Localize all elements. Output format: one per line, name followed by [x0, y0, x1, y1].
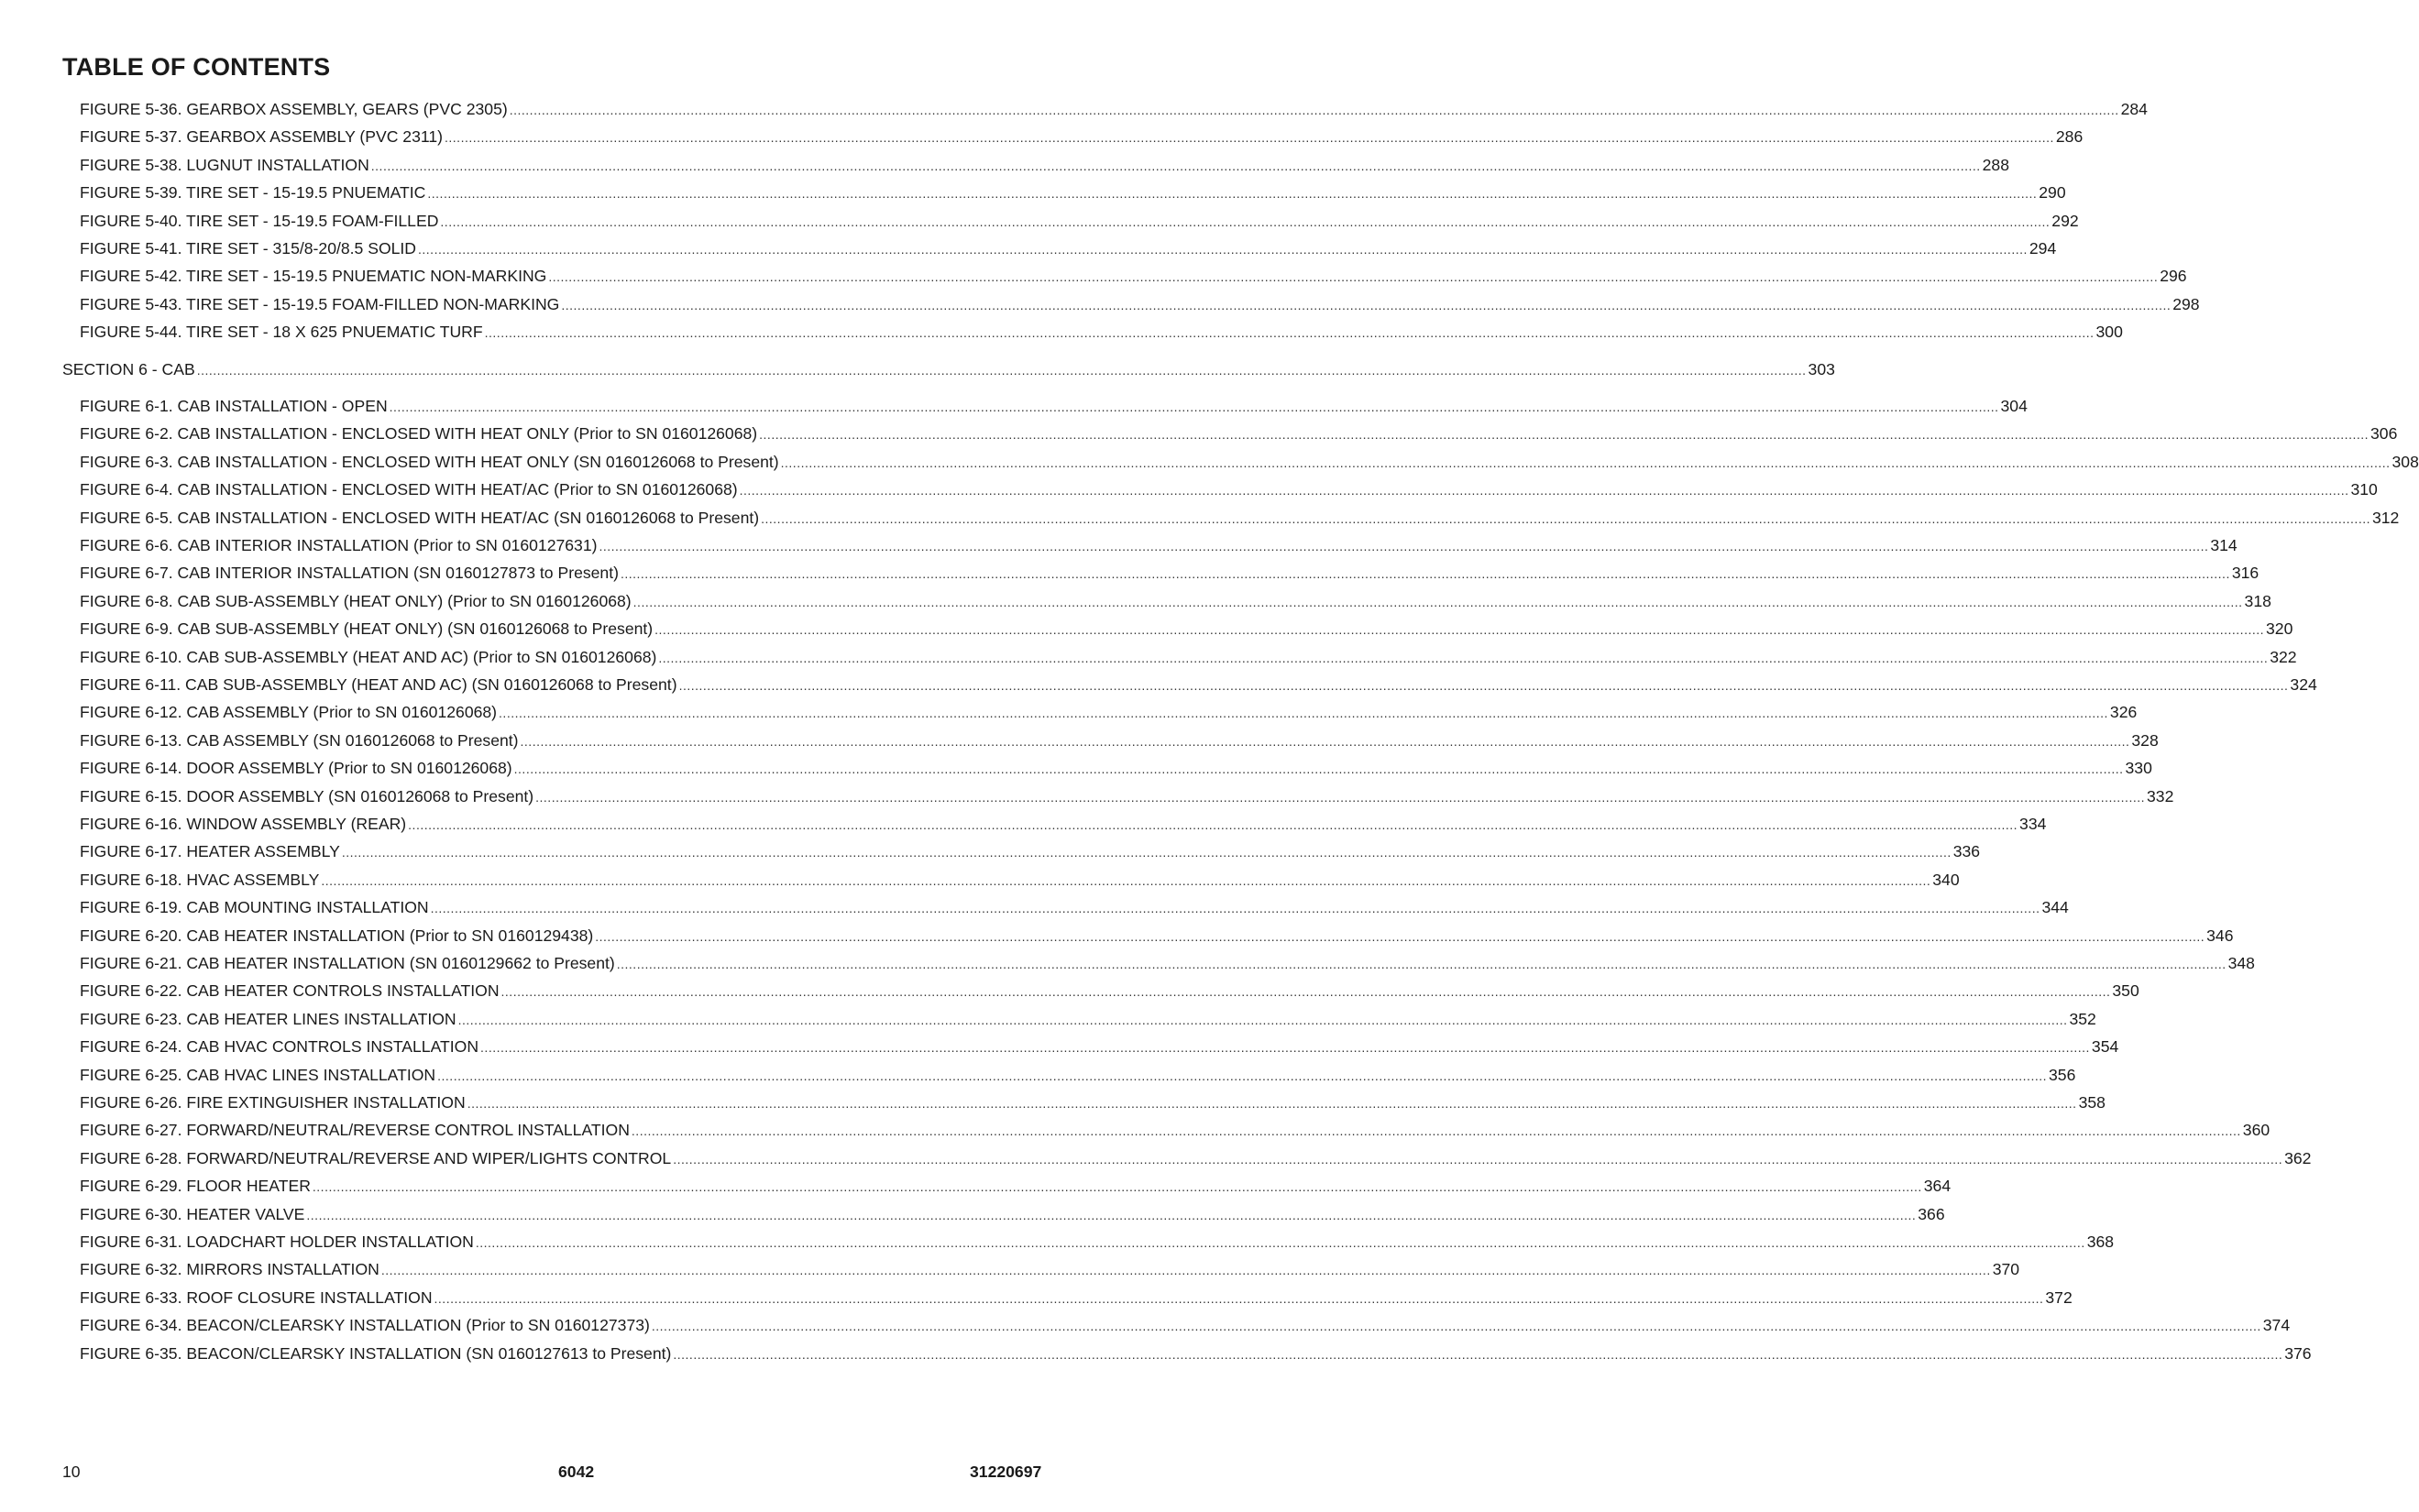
toc-dot-leader: ................................................................................................................................................................................................................................................................................................................................................................................................................ — [408, 817, 2018, 832]
toc-entry-label: FIGURE 5-41. TIRE SET - 315/8-20/8.5 SOLID — [80, 239, 417, 257]
toc-entry-page-number: 366 — [1918, 1204, 1945, 1223]
toc-figure-entry[interactable] — [80, 1287, 2073, 1309]
toc-entry-page-number: 348 — [2227, 954, 2255, 972]
toc-figure-entry[interactable] — [80, 1204, 1945, 1225]
toc-figure-entry[interactable] — [80, 155, 2009, 176]
toc-section-entry[interactable] — [62, 359, 1835, 380]
toc-figure-entry[interactable] — [80, 1176, 1952, 1197]
toc-entry-page-number: 296 — [2160, 267, 2187, 286]
toc-entry-label: FIGURE 6-4. CAB INSTALLATION - ENCLOSED WITH HEAT/AC (Prior to SN 0160126068) — [80, 480, 738, 499]
toc-entry-label: FIGURE 5-36. GEARBOX ASSEMBLY, GEARS (PVC 2305) — [80, 100, 508, 118]
toc-figure-entry[interactable] — [80, 322, 2123, 343]
toc-entry-label: FIGURE 5-38. LUGNUT INSTALLATION — [80, 155, 369, 174]
toc-dot-leader: ................................................................................................................................................................................................................................................................................................................................................................................................................ — [561, 297, 2172, 312]
toc-entry-label: FIGURE 6-31. LOADCHART HOLDER INSTALLATION — [80, 1233, 474, 1251]
toc-entry-label: FIGURE 6-9. CAB SUB-ASSEMBLY (HEAT ONLY) (SN 0160126068 to Present) — [80, 619, 654, 639]
toc-entry-page-number: 370 — [1992, 1260, 2020, 1279]
toc-entry-page-number: 352 — [2069, 1009, 2096, 1028]
toc-entry-page-number: 303 — [1808, 359, 1835, 378]
toc-entry-label: FIGURE 5-40. TIRE SET - 15-19.5 FOAM-FILLED — [80, 211, 439, 230]
toc-dot-leader: ................................................................................................................................................................................................................................................................................................................................................................................................................ — [654, 622, 2265, 638]
toc-dot-leader: ................................................................................................................................................................................................................................................................................................................................................................................................................ — [499, 706, 2108, 721]
toc-entry-page-number: 368 — [2086, 1233, 2115, 1251]
toc-dot-leader: ................................................................................................................................................................................................................................................................................................................................................................................................................ — [430, 901, 2040, 916]
toc-entry-page-number: 298 — [2172, 294, 2200, 313]
toc-figure-entry[interactable] — [80, 591, 2271, 612]
toc-figure-entry[interactable] — [80, 619, 2293, 640]
toc-dot-leader: ................................................................................................................................................................................................................................................................................................................................................................................................................ — [437, 1068, 2047, 1083]
toc-entry-page-number: 304 — [2000, 397, 2028, 415]
toc-entry-label: FIGURE 6-17. HEATER ASSEMBLY — [80, 842, 340, 861]
toc-entry-label: FIGURE 6-2. CAB INSTALLATION - ENCLOSED WITH HEAT ONLY (Prior to SN 0160126068) — [80, 424, 758, 444]
toc-figure-entry[interactable] — [80, 211, 2079, 232]
toc-figure-entry[interactable] — [80, 452, 2419, 473]
toc-entry-page-number: 334 — [2019, 815, 2047, 833]
toc-figure-entry[interactable] — [80, 1315, 2291, 1336]
toc-dot-leader: ................................................................................................................................................................................................................................................................................................................................................................................................................ — [761, 510, 2370, 526]
toc-figure-entry[interactable] — [80, 1009, 2096, 1030]
toc-entry-page-number: 308 — [2392, 452, 2419, 471]
toc-figure-entry[interactable] — [80, 1092, 2106, 1113]
toc-figure-entry[interactable] — [80, 508, 2400, 529]
toc-figure-entry[interactable] — [80, 1148, 2312, 1169]
toc-dot-leader: ................................................................................................................................................................................................................................................................................................................................................................................................................ — [427, 186, 2038, 202]
toc-entry-label: FIGURE 6-22. CAB HEATER CONTROLS INSTALLATION — [80, 981, 500, 1001]
toc-figure-entry[interactable] — [80, 647, 2297, 668]
toc-figure-entry[interactable] — [80, 841, 1981, 862]
toc-dot-leader: ................................................................................................................................................................................................................................................................................................................................................................................................................ — [673, 1151, 2283, 1167]
toc-entry-label: FIGURE 6-19. CAB MOUNTING INSTALLATION — [80, 898, 429, 917]
toc-dot-leader: ................................................................................................................................................................................................................................................................................................................................................................................................................ — [380, 1263, 1991, 1278]
toc-dot-leader: ................................................................................................................................................................................................................................................................................................................................................................................................................ — [599, 539, 2209, 553]
toc-entry-label: FIGURE 6-23. CAB HEATER LINES INSTALLATION — [80, 1009, 456, 1028]
toc-dot-leader: ................................................................................................................................................................................................................................................................................................................................................................................................................ — [467, 1096, 2077, 1111]
toc-entry-page-number: 344 — [2041, 898, 2069, 917]
toc-entry-label: FIGURE 6-26. FIRE EXTINGUISHER INSTALLATION — [80, 1093, 466, 1112]
toc-figure-entry[interactable] — [80, 786, 2174, 807]
toc-entry-label: FIGURE 6-12. CAB ASSEMBLY (Prior to SN 0160126068) — [80, 703, 498, 722]
toc-entry-page-number: 314 — [2210, 536, 2238, 554]
toc-dot-leader: ................................................................................................................................................................................................................................................................................................................................................................................................................ — [389, 400, 1999, 414]
toc-dot-leader: ................................................................................................................................................................................................................................................................................................................................................................................................................ — [678, 678, 2289, 693]
toc-figure-entry[interactable] — [80, 266, 2187, 287]
toc-entry-page-number: 336 — [1952, 842, 1981, 861]
toc-dot-leader: ................................................................................................................................................................................................................................................................................................................................................................................................................ — [513, 761, 2124, 777]
toc-entry-page-number: 350 — [2112, 981, 2139, 1001]
toc-entry-page-number: 316 — [2231, 564, 2260, 583]
toc-entry-page-number: 346 — [2206, 926, 2234, 945]
toc-dot-leader: ................................................................................................................................................................................................................................................................................................................................................................................................................ — [321, 872, 1931, 888]
toc-entry-label: FIGURE 6-34. BEACON/CLEARSKY INSTALLATION (Prior to SN 0160127373) — [80, 1316, 650, 1335]
toc-entry-page-number: 300 — [2095, 323, 2123, 342]
toc-dot-leader: ................................................................................................................................................................................................................................................................................................................................................................................................................ — [500, 984, 2111, 1000]
toc-entry-page-number: 372 — [2045, 1287, 2073, 1307]
toc-entry-page-number: 286 — [2055, 127, 2084, 147]
toc-dot-leader: ................................................................................................................................................................................................................................................................................................................................................................................................................ — [520, 733, 2130, 749]
toc-dot-leader: ................................................................................................................................................................................................................................................................................................................................................................................................................ — [306, 1207, 1917, 1222]
toc-dot-leader: ................................................................................................................................................................................................................................................................................................................................................................................................................ — [312, 1179, 1922, 1195]
toc-figure-entry[interactable] — [80, 1036, 2119, 1057]
toc-entry-page-number: 330 — [2125, 759, 2152, 778]
toc-entry-page-number: 294 — [2029, 239, 2057, 257]
toc-dot-leader: ................................................................................................................................................................................................................................................................................................................................................................................................................ — [632, 594, 2243, 609]
toc-entry-label: FIGURE 5-39. TIRE SET - 15-19.5 PNUEMATIC — [80, 183, 426, 203]
toc-entry-label: FIGURE 6-16. WINDOW ASSEMBLY (REAR) — [80, 815, 407, 833]
toc-entry-label: FIGURE 6-28. FORWARD/NEUTRAL/REVERSE AND WIPER/LIGHTS CONTROL — [80, 1148, 672, 1167]
toc-entry-label: FIGURE 6-30. HEATER VALVE — [80, 1204, 305, 1223]
toc-entry-page-number: 332 — [2147, 786, 2174, 805]
toc-figure-entry[interactable] — [80, 814, 2047, 835]
toc-entry-label: FIGURE 6-11. CAB SUB-ASSEMBLY (HEAT AND AC) (SN 0160126068 to Present) — [80, 675, 677, 694]
toc-entry-label: FIGURE 6-14. DOOR ASSEMBLY (Prior to SN 0160126068) — [80, 759, 512, 778]
toc-entry-label: FIGURE 5-43. TIRE SET - 15-19.5 FOAM-FILLED NON-MARKING — [80, 294, 560, 313]
toc-entry-label: FIGURE 6-25. CAB HVAC LINES INSTALLATION — [80, 1065, 436, 1084]
toc-dot-leader: ................................................................................................................................................................................................................................................................................................................................................................................................................ — [418, 242, 2028, 257]
toc-dot-leader: ................................................................................................................................................................................................................................................................................................................................................................................................................ — [759, 427, 2370, 443]
toc-entry-label: FIGURE 6-27. FORWARD/NEUTRAL/REVERSE CONTROL INSTALLATION — [80, 1121, 630, 1140]
toc-figure-entry[interactable] — [80, 730, 2159, 751]
toc-figure-entry[interactable] — [80, 1232, 2115, 1253]
toc-dot-leader: ................................................................................................................................................................................................................................................................................................................................................................................................................ — [480, 1040, 2090, 1056]
toc-figure-entry[interactable] — [80, 953, 2255, 974]
toc-entry-label: SECTION 6 - CAB — [62, 359, 195, 378]
footer-model: 6042 — [558, 1463, 595, 1481]
toc-entry-page-number: 362 — [2284, 1148, 2312, 1167]
toc-figure-entry[interactable] — [80, 981, 2139, 1002]
toc-figure-entry[interactable] — [80, 479, 2378, 500]
toc-entry-page-number: 306 — [2370, 424, 2398, 444]
footer-doc-number: 31220697 — [970, 1463, 1042, 1481]
toc-entry-label: FIGURE 6-24. CAB HVAC CONTROLS INSTALLATION — [80, 1037, 479, 1057]
footer-page-number: 10 — [62, 1463, 81, 1481]
toc-dot-leader: ................................................................................................................................................................................................................................................................................................................................................................................................................ — [535, 789, 2145, 805]
toc-entry-page-number: 354 — [2091, 1037, 2119, 1057]
toc-figure-entry[interactable] — [80, 897, 2069, 918]
toc-entry-label: FIGURE 6-35. BEACON/CLEARSKY INSTALLATION (SN 0160127613 to Present) — [80, 1343, 672, 1363]
toc-dot-leader: ................................................................................................................................................................................................................................................................................................................................................................................................................ — [434, 1290, 2044, 1306]
toc-figure-entry[interactable] — [80, 238, 2057, 259]
toc-figure-entry[interactable] — [80, 926, 2234, 947]
toc-entry-label: FIGURE 6-1. CAB INSTALLATION - OPEN — [80, 397, 388, 415]
toc-entry-page-number: 284 — [2120, 100, 2148, 118]
toc-dot-leader: ................................................................................................................................................................................................................................................................................................................................................................................................................ — [673, 1346, 2283, 1362]
toc-entry-page-number: 328 — [2131, 730, 2159, 750]
toc-figure-entry[interactable] — [80, 758, 2152, 779]
toc-entry-label: FIGURE 6-29. FLOOR HEATER — [80, 1177, 311, 1196]
toc-entry-label: FIGURE 6-3. CAB INSTALLATION - ENCLOSED WITH HEAT ONLY (SN 0160126068 to Present) — [80, 452, 779, 471]
toc-entry-page-number: 292 — [2051, 211, 2079, 230]
toc-entry-label: FIGURE 6-10. CAB SUB-ASSEMBLY (HEAT AND AC) (Prior to SN 0160126068) — [80, 647, 657, 666]
toc-entry-label: FIGURE 5-37. GEARBOX ASSEMBLY (PVC 2311) — [80, 127, 444, 147]
toc-figure-entry[interactable] — [80, 535, 2238, 556]
toc-entry-label: FIGURE 6-5. CAB INSTALLATION - ENCLOSED WITH HEAT/AC (SN 0160126068 to Present) — [80, 508, 760, 527]
toc-entry-label: FIGURE 5-44. TIRE SET - 18 X 625 PNUEMATIC TURF — [80, 323, 483, 342]
toc-entry-label: FIGURE 6-21. CAB HEATER INSTALLATION (SN 0160129662 to Present) — [80, 954, 615, 972]
toc-entry-label: FIGURE 6-32. MIRRORS INSTALLATION — [80, 1260, 379, 1279]
toc-entry-page-number: 288 — [1982, 155, 2009, 174]
toc-dot-leader: ................................................................................................................................................................................................................................................................................................................................................................................................................ — [780, 455, 2391, 470]
toc-entry-label: FIGURE 6-33. ROOF CLOSURE INSTALLATION — [80, 1287, 433, 1307]
toc-dot-leader: ................................................................................................................................................................................................................................................................................................................................................................................................................ — [658, 650, 2269, 665]
toc-entry-page-number: 324 — [2290, 675, 2317, 694]
toc-figure-entry[interactable] — [80, 182, 2066, 203]
toc-entry-page-number: 322 — [2270, 647, 2297, 666]
toc-entry-label: FIGURE 6-20. CAB HEATER INSTALLATION (Prior to SN 0160129438) — [80, 926, 594, 945]
toc-entry-page-number: 360 — [2242, 1121, 2271, 1140]
toc-entry-label: FIGURE 6-8. CAB SUB-ASSEMBLY (HEAT ONLY) (Prior to SN 0160126068) — [80, 591, 632, 610]
toc-entry-page-number: 310 — [2350, 480, 2378, 499]
toc-dot-leader: ................................................................................................................................................................................................................................................................................................................................................................................................................ — [196, 362, 1807, 378]
page-title: TABLE OF CONTENTS — [62, 53, 331, 81]
toc-entry-page-number: 358 — [2078, 1093, 2106, 1112]
toc-dot-leader: ................................................................................................................................................................................................................................................................................................................................................................................................................ — [509, 103, 2119, 117]
toc-figure-entry[interactable] — [80, 1120, 2271, 1141]
toc-dot-leader: ................................................................................................................................................................................................................................................................................................................................................................................................................ — [595, 928, 2205, 944]
toc-entry-page-number: 326 — [2109, 703, 2138, 722]
toc-entry-label: FIGURE 6-6. CAB INTERIOR INSTALLATION (Prior to SN 0160127631) — [80, 536, 598, 554]
toc-dot-leader: ................................................................................................................................................................................................................................................................................................................................................................................................................ — [484, 325, 2095, 341]
toc-figure-entry[interactable] — [80, 423, 2398, 444]
toc-figure-entry[interactable] — [80, 1259, 2020, 1280]
toc-entry-page-number: 364 — [1923, 1177, 1952, 1196]
toc-entry-label: FIGURE 6-18. HVAC ASSEMBLY — [80, 870, 320, 889]
toc-entry-page-number: 290 — [2039, 183, 2066, 203]
toc-dot-leader: ................................................................................................................................................................................................................................................................................................................................................................................................................ — [651, 1319, 2261, 1334]
toc-entry-page-number: 312 — [2371, 508, 2400, 527]
toc-dot-leader: ................................................................................................................................................................................................................................................................................................................................................................................................................ — [548, 269, 2159, 285]
toc-entry-label: FIGURE 6-13. CAB ASSEMBLY (SN 0160126068 to Present) — [80, 730, 519, 750]
toc-entry-label: FIGURE 6-15. DOOR ASSEMBLY (SN 0160126068 to Present) — [80, 786, 534, 805]
toc-entry-page-number: 320 — [2266, 619, 2293, 639]
toc-dot-leader: ................................................................................................................................................................................................................................................................................................................................................................................................................ — [631, 1123, 2241, 1139]
toc-entry-page-number: 376 — [2284, 1343, 2312, 1363]
toc-entry-label: FIGURE 6-7. CAB INTERIOR INSTALLATION (SN 0160127873 to Present) — [80, 564, 619, 583]
toc-dot-leader: ................................................................................................................................................................................................................................................................................................................................................................................................................ — [616, 957, 2227, 971]
toc-entry-page-number: 356 — [2049, 1065, 2076, 1084]
toc-entry-label: FIGURE 5-42. TIRE SET - 15-19.5 PNUEMATIC NON-MARKING — [80, 267, 547, 286]
toc-dot-leader: ................................................................................................................................................................................................................................................................................................................................................................................................................ — [440, 214, 2051, 229]
toc-dot-leader: ................................................................................................................................................................................................................................................................................................................................................................................................................ — [620, 566, 2230, 582]
toc-figure-entry[interactable] — [80, 126, 2084, 148]
toc-dot-leader: ................................................................................................................................................................................................................................................................................................................................................................................................................ — [457, 1012, 2068, 1027]
toc-figure-entry[interactable] — [80, 702, 2138, 723]
toc-dot-leader: ................................................................................................................................................................................................................................................................................................................................................................................................................ — [341, 845, 1952, 860]
toc-dot-leader: ................................................................................................................................................................................................................................................................................................................................................................................................................ — [739, 483, 2349, 499]
toc-figure-entry[interactable] — [80, 396, 2028, 417]
toc-entry-page-number: 318 — [2244, 591, 2271, 610]
toc-dot-leader: ................................................................................................................................................................................................................................................................................................................................................................................................................ — [445, 130, 2054, 146]
toc-figure-entry[interactable] — [80, 1343, 2312, 1364]
toc-figure-entry[interactable] — [80, 99, 2148, 120]
toc-figure-entry[interactable] — [80, 1065, 2076, 1086]
toc-dot-leader: ................................................................................................................................................................................................................................................................................................................................................................................................................ — [475, 1235, 2085, 1250]
toc-figure-entry[interactable] — [80, 674, 2317, 696]
toc-entry-page-number: 340 — [1932, 870, 1960, 889]
toc-figure-entry[interactable] — [80, 294, 2200, 315]
toc-figure-entry[interactable] — [80, 870, 1960, 891]
toc-entry-page-number: 374 — [2262, 1316, 2291, 1335]
toc-figure-entry[interactable] — [80, 563, 2260, 584]
toc-dot-leader: ................................................................................................................................................................................................................................................................................................................................................................................................................ — [370, 158, 1981, 173]
